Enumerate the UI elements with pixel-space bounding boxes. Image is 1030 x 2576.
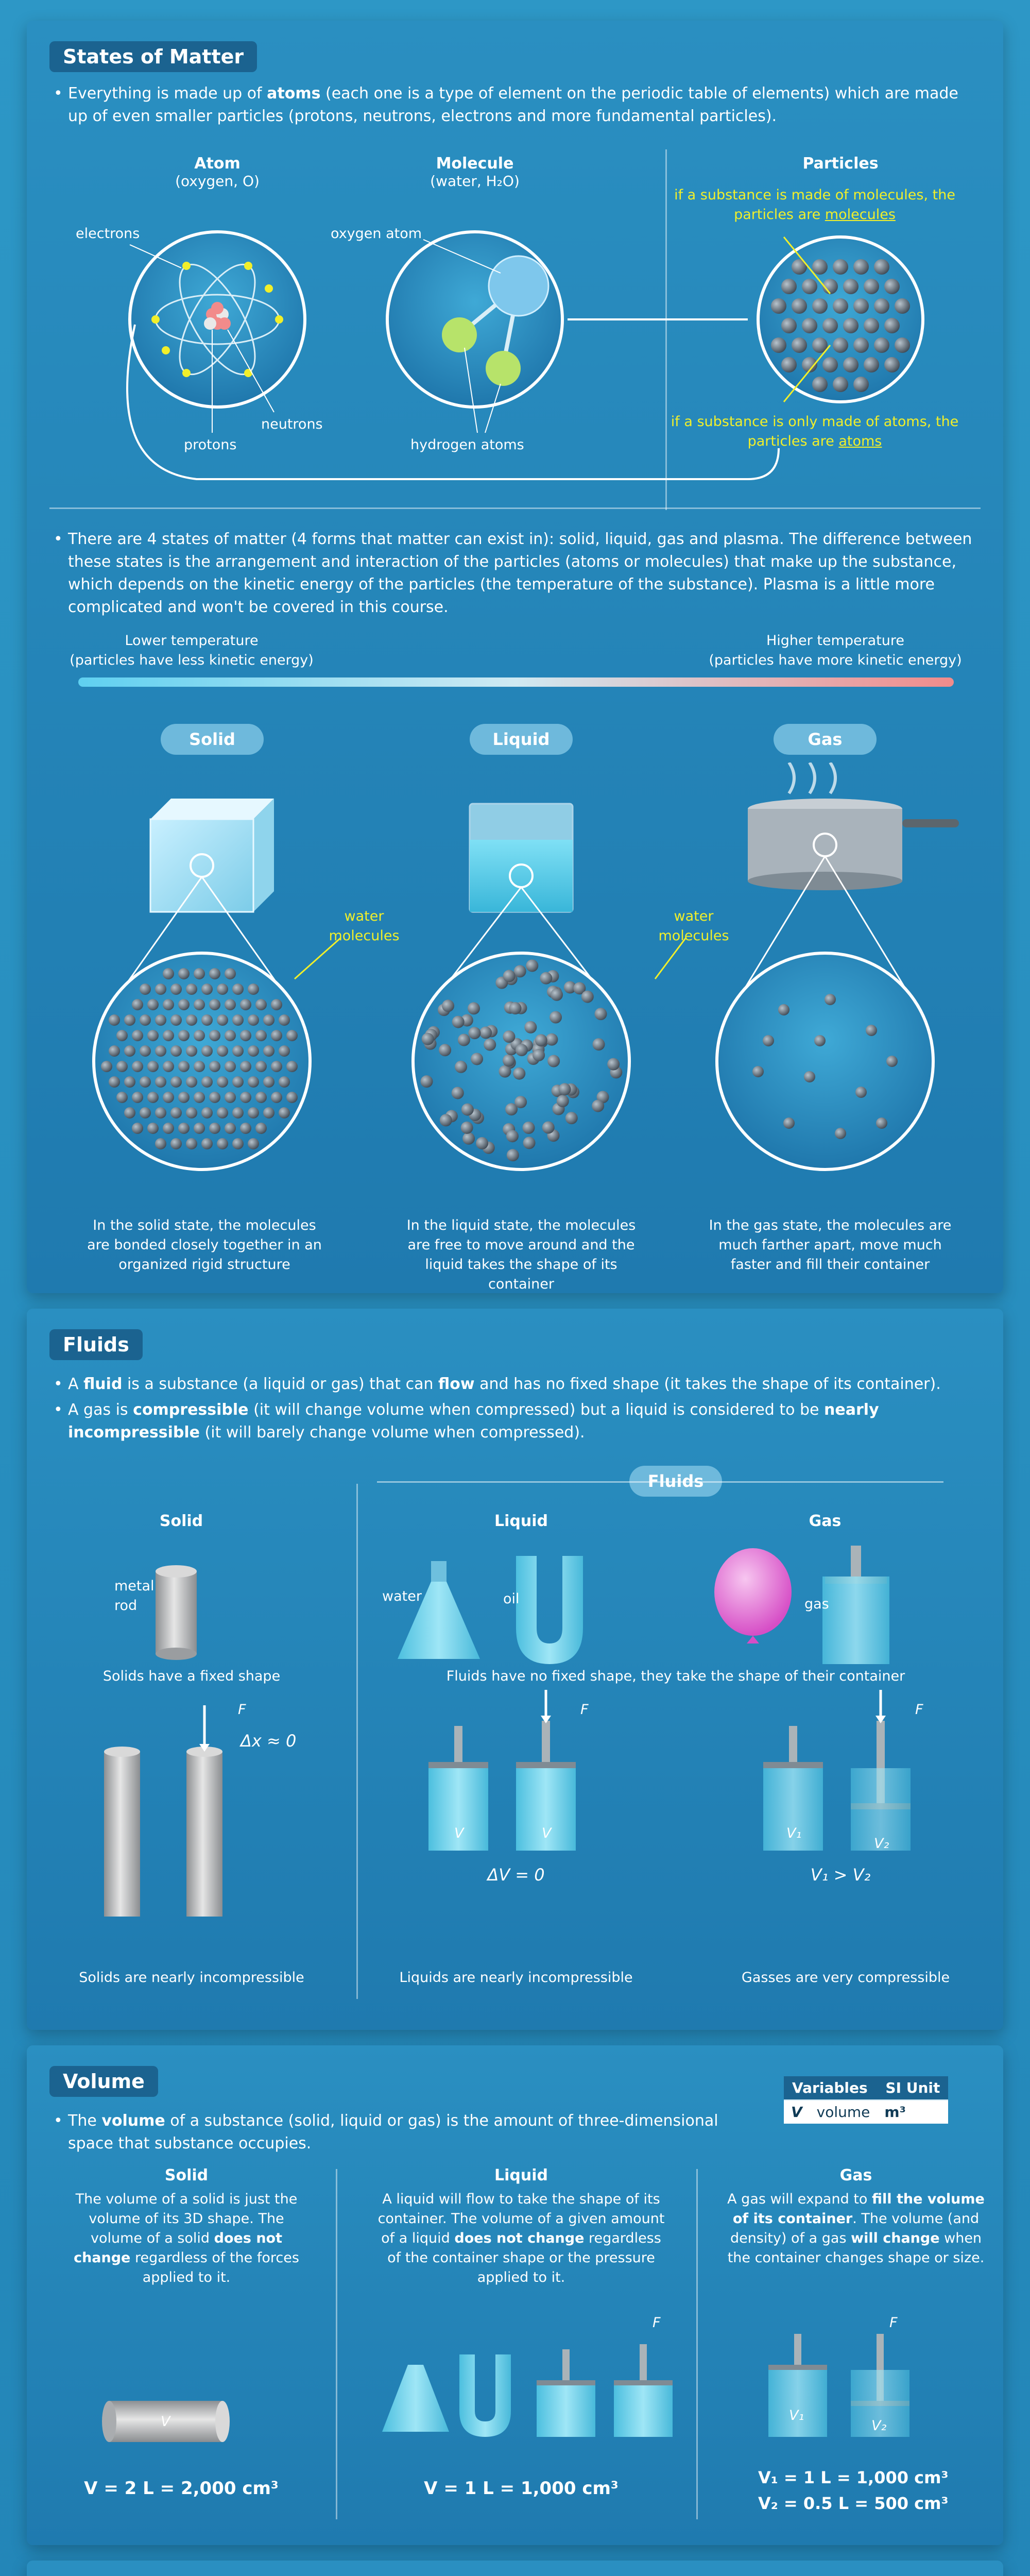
v2-label: V₂ bbox=[874, 1836, 889, 1852]
flask-water-icon bbox=[398, 1561, 480, 1659]
molecules-note: if a substance is made of molecules, the particles are molecules bbox=[674, 187, 955, 223]
electrons-label: electrons bbox=[76, 226, 140, 242]
liquid-containers-icon bbox=[382, 2344, 673, 2437]
beaker-water-icon bbox=[470, 804, 573, 912]
lower-temp-label: Lower temperature (particles have less kinetic energy) bbox=[70, 633, 314, 668]
fluids-pill: Fluids bbox=[629, 1466, 722, 1497]
gas-heading: Gas bbox=[839, 2166, 872, 2184]
liquid-volume-text: A liquid will flow to take the shape of its container. The volume of a given amount of a liquid does not change regardless of the container shape or the pressure applied to it. bbox=[377, 2191, 665, 2285]
gas-compressible-caption: Gasses are very compressible bbox=[741, 1970, 950, 1986]
u-tube-oil-icon bbox=[516, 1556, 583, 1664]
atom-molecule-particles-diagram bbox=[27, 191, 1003, 510]
gas-force-label: F bbox=[889, 2315, 898, 2331]
dv-label: ΔV = 0 bbox=[487, 1865, 545, 1885]
water-label: water bbox=[382, 1588, 422, 1604]
balloon-icon bbox=[714, 1548, 792, 1643]
section-title: Volume bbox=[49, 2066, 158, 2097]
atom-icon bbox=[130, 232, 305, 433]
gas-label: gas bbox=[804, 1596, 829, 1612]
metal-rod-label: metal rod bbox=[114, 1578, 154, 1614]
compressibility-definition: • A gas is compressible (it will change volume when compressed) but a liquid is considered to be nearly incompressible (it will barely change volume when compressed). bbox=[68, 1399, 974, 1444]
protons-label: protons bbox=[184, 437, 237, 453]
solid-shape-caption: Solids have a fixed shape bbox=[102, 1668, 281, 1684]
solid-rods-compression bbox=[104, 1705, 222, 1917]
density-section bbox=[27, 2561, 1003, 2576]
liquid-force-label: F bbox=[653, 2315, 661, 2331]
gas-v2-label: V₂ bbox=[871, 2418, 887, 2434]
atoms-intro: • Everything is made up of atoms (each one is a type of element on the periodic table of elements) which are made up of even smaller particles (protons, neutrons, electrons and more fundamental particles). bbox=[68, 82, 974, 128]
solid-description: In the solid state, the molecules are bonded closely together in an organized rigid structure bbox=[87, 1217, 322, 1273]
gas-pill: Gas bbox=[774, 724, 877, 755]
fluid-definition: • A fluid is a substance (a liquid or gas) that can flow and has no fixed shape (it takes the shape of its container). bbox=[68, 1373, 974, 1396]
solid-heading: Solid bbox=[159, 1512, 203, 1530]
gas-volume-equation-2: V₂ = 0.5 L = 500 cm³ bbox=[758, 2494, 949, 2513]
liquid-incompressible-caption: Liquids are nearly incompressible bbox=[399, 1970, 633, 1986]
v-label-2: V bbox=[542, 1825, 552, 1841]
volume-diagram bbox=[27, 2313, 1003, 2458]
gas-piston-icon bbox=[822, 1546, 889, 1664]
gas-heading: Gas bbox=[809, 1512, 842, 1530]
water-molecules-label-gas: water molecules bbox=[658, 908, 729, 944]
atoms-note: if a substance is only made of atoms, the particles are atoms bbox=[671, 414, 959, 449]
atom-heading: Atom (oxygen, O) bbox=[175, 155, 260, 190]
volume-definition: • The volume of a substance (solid, liquid or gas) is the amount of three-dimensional space that substance occupies. bbox=[68, 2110, 737, 2155]
solid-volume-text: The volume of a solid is just the volume of its 3D shape. The volume of a solid does not change regardless of the forces applied to it. bbox=[74, 2191, 299, 2285]
liquid-volume-equation: V = 1 L = 1,000 cm³ bbox=[424, 2478, 619, 2499]
water-molecules-label-solid: water molecules bbox=[329, 908, 400, 944]
force-label-gas: F bbox=[915, 1702, 923, 1718]
temperature-gradient-bar bbox=[78, 677, 954, 687]
states-diagram bbox=[27, 762, 1003, 1216]
liquid-description: In the liquid state, the molecules are free to move around and the liquid takes the shape of its container bbox=[406, 1217, 636, 1292]
force-label-solid: F bbox=[238, 1702, 246, 1718]
oxygen-atom-label: oxygen atom bbox=[331, 226, 422, 242]
solid-incompressible-caption: Solids are nearly incompressible bbox=[79, 1970, 304, 1986]
gas-volume-text: A gas will expand to fill the volume of its container. The volume (and density) of a gas will change when the container changes shape or size. bbox=[727, 2191, 985, 2266]
particles-heading: Particles bbox=[802, 155, 879, 173]
oil-label: oil bbox=[503, 1591, 520, 1607]
molecule-heading: Molecule (water, H₂O) bbox=[430, 155, 520, 190]
volume-variables-table: Variables SI Unit V volume m³ bbox=[784, 2076, 948, 2124]
volume-section bbox=[27, 2045, 1003, 2545]
liquid-pill: Liquid bbox=[470, 724, 573, 755]
states-intro: • There are 4 states of matter (4 forms that matter can exist in): solid, liquid, gas and plasma. The difference between these states is the arrangement and interaction of the particles (atoms or molecules) that make up the substance, which depends on the kinetic energy of the particles (the temperature of the substance). Plasma is a little more complicated and won't be covered in this course. bbox=[68, 528, 974, 619]
gas-v1-label: V₁ bbox=[789, 2408, 804, 2424]
v1-gt-v2-label: V₁ > V₂ bbox=[810, 1865, 871, 1885]
higher-temp-label: Higher temperature (particles have more kinetic energy) bbox=[709, 633, 962, 668]
section-title: States of Matter bbox=[49, 41, 257, 72]
v1-label: V₁ bbox=[786, 1825, 802, 1841]
boiling-pot-icon bbox=[748, 762, 959, 890]
fluid-shape-caption: Fluids have no fixed shape, they take the shape of their container bbox=[446, 1668, 905, 1684]
dx-label: Δx ≈ 0 bbox=[241, 1731, 297, 1751]
v-label-1: V bbox=[454, 1825, 464, 1841]
fluids-bracket bbox=[377, 1481, 943, 1503]
liquid-pistons-compression bbox=[428, 1690, 576, 1851]
section-divider bbox=[49, 507, 981, 509]
particles-icon bbox=[758, 237, 923, 402]
ice-cube-icon bbox=[150, 799, 274, 912]
section-title: Fluids bbox=[49, 1329, 143, 1360]
states-of-matter-section bbox=[27, 21, 1003, 1293]
liquid-heading: Liquid bbox=[494, 1512, 548, 1530]
gas-pistons-compression bbox=[763, 1690, 911, 1851]
force-label-liquid: F bbox=[580, 1702, 589, 1718]
hydrogen-atoms-label: hydrogen atoms bbox=[410, 437, 524, 453]
solid-volume-equation: V = 2 L = 2,000 cm³ bbox=[84, 2478, 279, 2499]
water-molecule-icon bbox=[387, 232, 562, 433]
solid-heading: Solid bbox=[164, 2166, 209, 2184]
solid-pill: Solid bbox=[161, 724, 264, 755]
gas-description: In the gas state, the molecules are much farther apart, move much faster and fill their container bbox=[709, 1217, 952, 1273]
liquid-heading: Liquid bbox=[494, 2166, 548, 2184]
fluids-section bbox=[27, 1309, 1003, 2030]
neutrons-label: neutrons bbox=[261, 416, 323, 432]
solid-v-label: V bbox=[161, 2414, 170, 2430]
gas-volume-equation-1: V₁ = 1 L = 1,000 cm³ bbox=[758, 2468, 949, 2487]
